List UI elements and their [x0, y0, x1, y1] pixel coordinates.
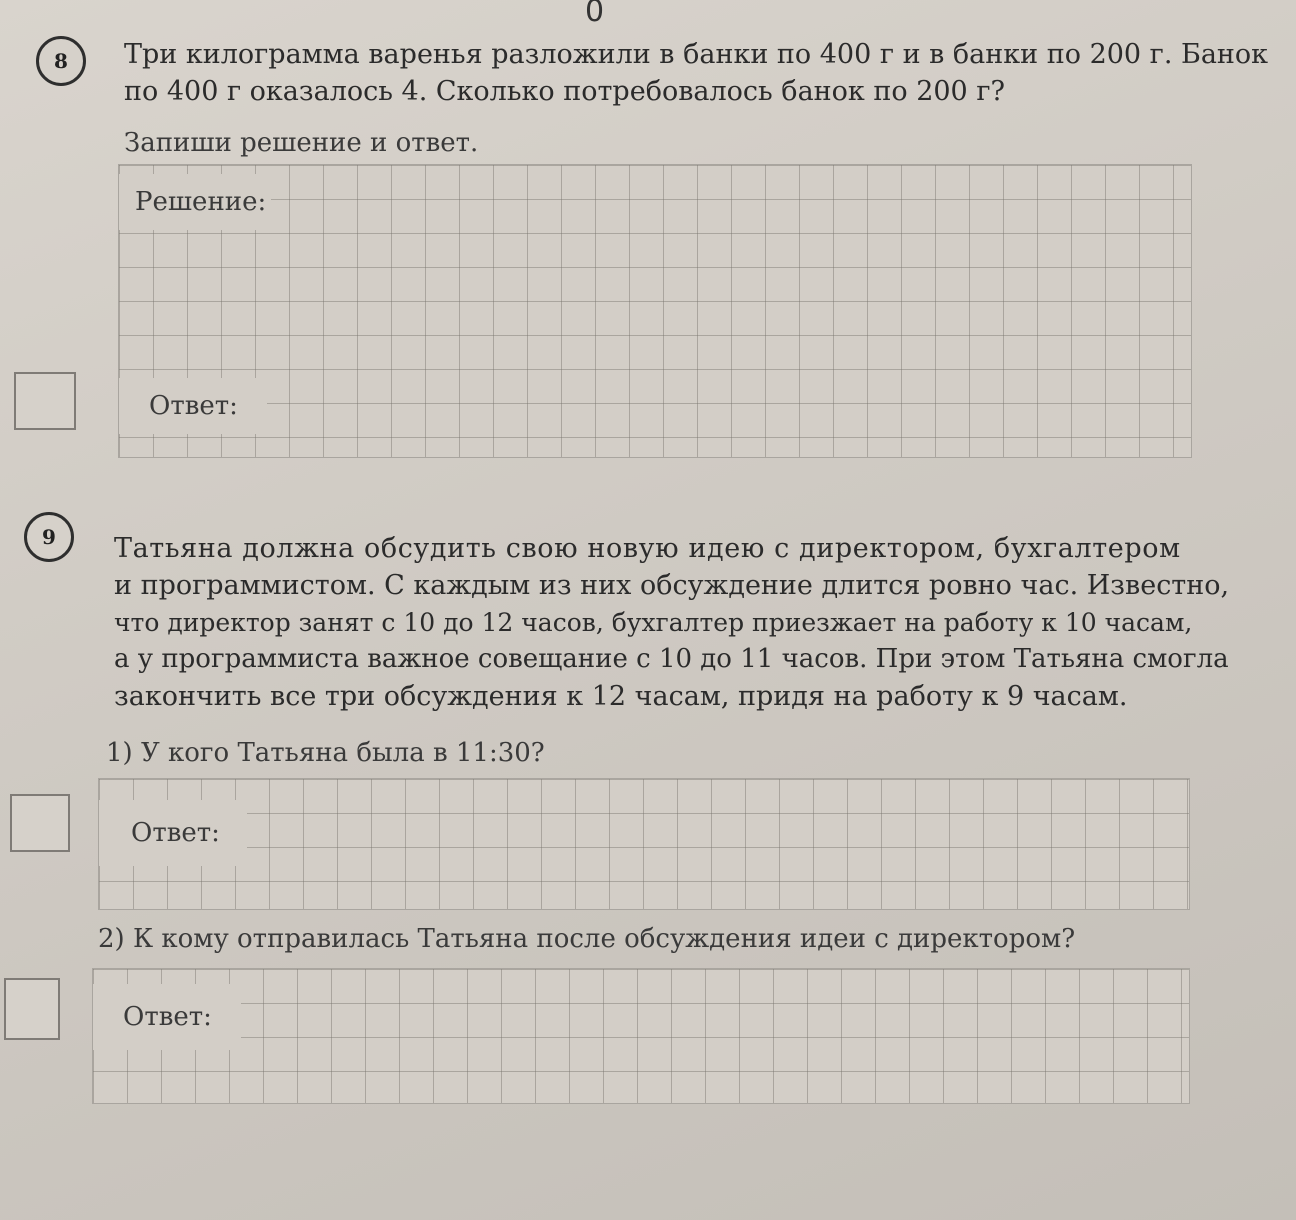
task-9-q2-answer-label: Ответ:: [93, 984, 241, 1050]
task-8-answer-grid[interactable]: [118, 164, 1192, 458]
task-8-text: [124, 36, 1269, 110]
task-9-line-4: а у программиста важное совещание с 10 до 11 часов. При этом Татьяна смогла: [114, 644, 1229, 674]
task-9-line-2: и программистом. С каждым из них обсуждение длится ровно час. Известно,: [114, 570, 1230, 601]
task-8-score-box[interactable]: [14, 372, 76, 430]
task-9-q2-answer-grid[interactable]: [92, 968, 1190, 1104]
task-8-instruction: Запиши решение и ответ.: [124, 128, 479, 158]
task-8-answer-label: Ответ:: [119, 378, 267, 434]
task-9-question-1: 1) У кого Татьяна была в 11:30?: [106, 738, 545, 768]
task-9-q2-score-box[interactable]: [4, 978, 60, 1040]
task-9-text: [114, 530, 1230, 715]
task-9-q1-answer-label: Ответ:: [99, 800, 247, 866]
task-9-line-5: закончить все три обсуждения к 12 часам, придя на работу к 9 часам.: [114, 681, 1128, 712]
task-9-q1-score-box[interactable]: [10, 794, 70, 852]
handwritten-mark: 0: [585, 0, 605, 29]
task-8-line-1: Три килограмма варенья разложили в банки по 400 г и в банки по 200 г. Банок: [124, 39, 1269, 70]
task-8-line-2: по 400 г оказалось 4. Сколько потребовалось банок по 200 г?: [124, 76, 1005, 107]
task-9-q1-answer-grid[interactable]: [98, 778, 1190, 910]
task-9-number: 9: [24, 512, 74, 562]
task-8-number: 8: [36, 36, 86, 86]
task-9-question-2: 2) К кому отправилась Татьяна после обсуждения идеи с директором?: [98, 924, 1076, 954]
solution-label: Решение:: [119, 174, 271, 230]
task-9-line-3: что директор занят с 10 до 12 часов, бухгалтер приезжает на работу к 10 часам,: [114, 608, 1193, 637]
task-9-line-1: Татьяна должна обсудить свою новую идею с директором, бухгалтером: [114, 533, 1181, 564]
